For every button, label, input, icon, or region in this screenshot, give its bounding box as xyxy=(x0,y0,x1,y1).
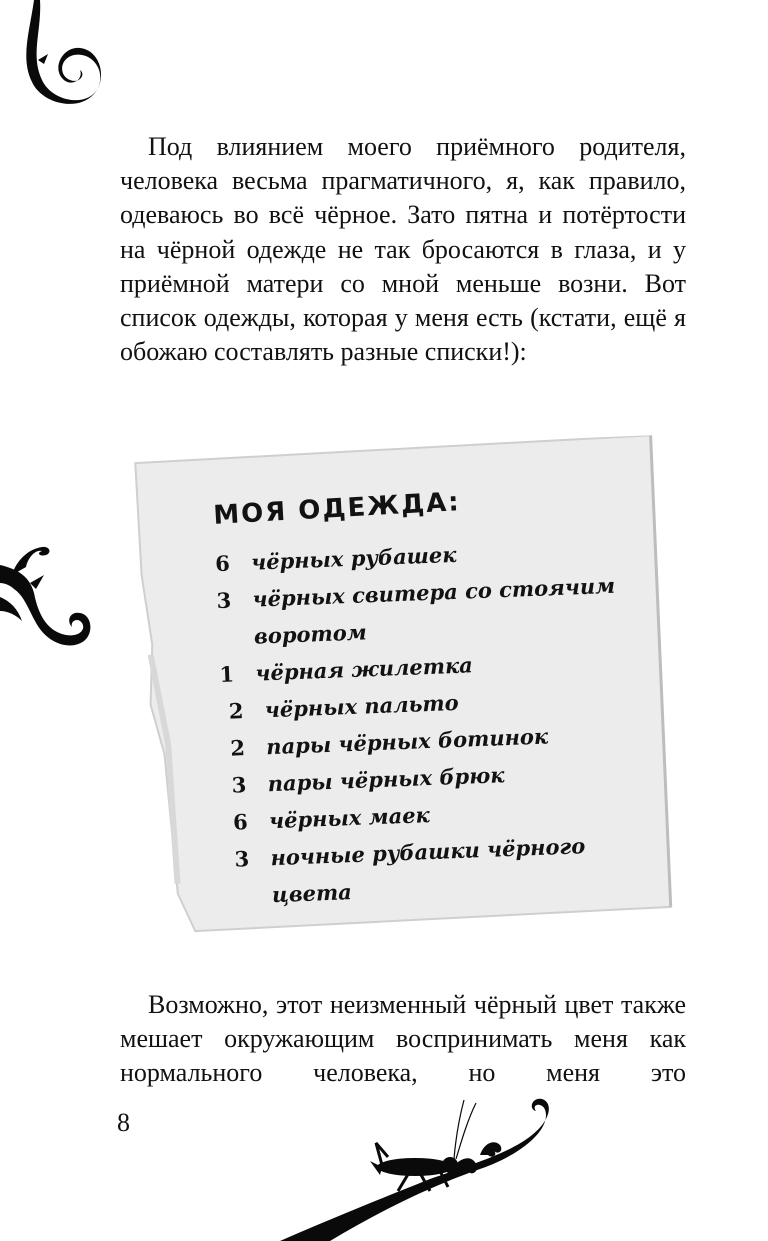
item-text: чёрных свитера со стоячим воротом xyxy=(252,572,616,649)
body-paragraph xyxy=(120,130,686,369)
body-paragraph xyxy=(120,988,686,1091)
branch-with-cricket-icon xyxy=(270,1095,570,1241)
spiky-vine-icon xyxy=(0,535,100,665)
item-text: чёрных маек xyxy=(268,802,431,834)
item-quantity: 3 xyxy=(216,587,232,614)
item-text: чёрных пальто xyxy=(264,689,460,723)
item-text: пары чёрных ботинок xyxy=(265,723,549,760)
note-title: МОЯ ОДЕЖДА: xyxy=(212,487,462,531)
body-paragraph-text: Под влиянием моего приёмного родителя, человека весьма прагматичного, я, как правило, одеваюсь во всё чёрное. Зато пятна и потёртости на чёрной одежде не так бросаются в глаза, и у приёмной матери со мной меньше возни. Вот список одежды, которая у меня есть (кстати, ещё я обожаю составлять разные списки!): xyxy=(120,132,686,367)
page-number: 8 xyxy=(117,1108,130,1137)
curly-vine-icon xyxy=(0,0,110,110)
item-text: ночные рубашки чёрного цвета xyxy=(270,833,586,908)
item-text: чёрная жилетка xyxy=(254,652,474,686)
item-text: чёрных рубашек xyxy=(250,541,457,575)
item-quantity: 2 xyxy=(228,698,244,724)
item-quantity: 2 xyxy=(229,735,246,761)
item-text: пары чёрных брюк xyxy=(267,762,505,797)
item-quantity: 6 xyxy=(232,809,249,835)
item-quantity: 1 xyxy=(218,661,235,688)
body-paragraph-text: Возможно, этот неизменный чёрный цвет также мешает окружающим воспринимать меня как нормального человека, но меня это xyxy=(120,990,686,1088)
clothing-list-note xyxy=(131,435,674,935)
clothing-list xyxy=(214,529,658,915)
item-quantity: 3 xyxy=(234,846,250,872)
item-quantity: 6 xyxy=(214,550,231,577)
item-quantity: 3 xyxy=(231,772,247,798)
